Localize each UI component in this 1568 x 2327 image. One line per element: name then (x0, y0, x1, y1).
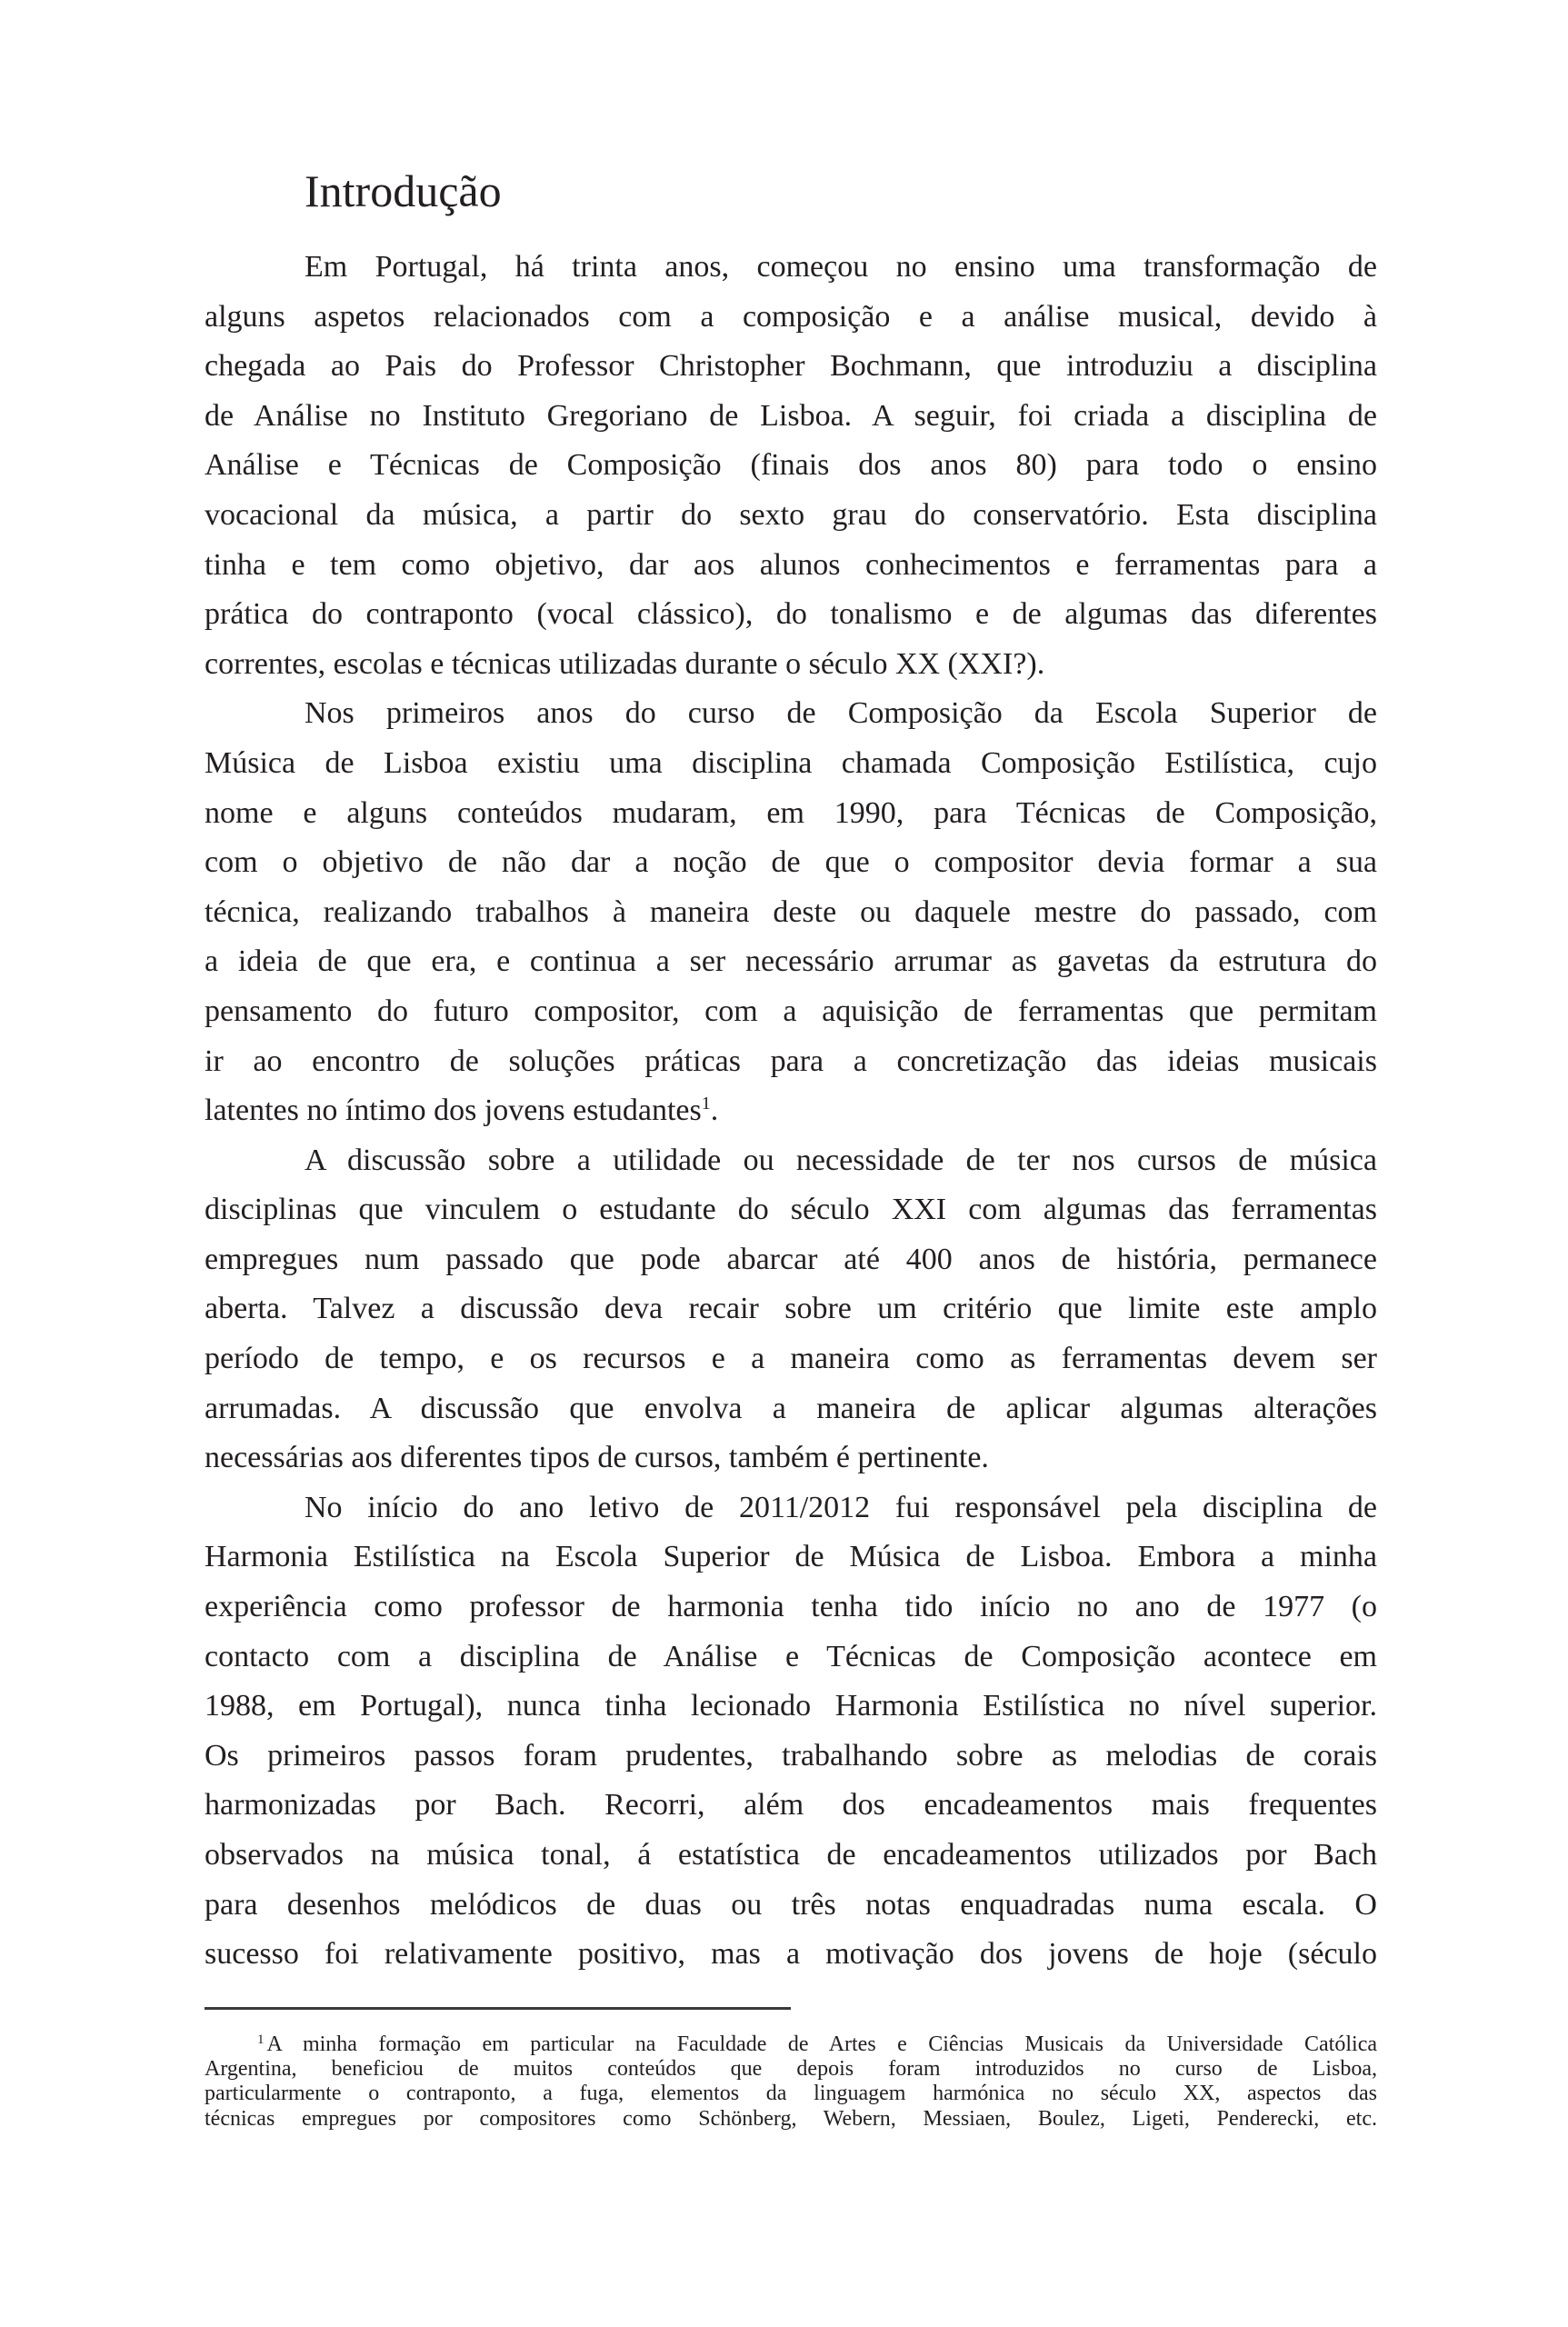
text-line: arrumadas. A discussão que envolva a maneira de aplicar algumas alterações (205, 1391, 1377, 1425)
text-line: correntes, escolas e técnicas utilizadas durante o século XX (XXI?). (205, 646, 1045, 681)
text-line: necessárias aos diferentes tipos de cursos, também é pertinente. (205, 1441, 989, 1475)
text-line: de Análise no Instituto Gregoriano de Lisboa. A seguir, foi criada a disciplina de (205, 398, 1377, 433)
text-line: para desenhos melódicos de duas ou três notas enquadradas numa escala. O (205, 1887, 1377, 1922)
footnote-separator (205, 2007, 791, 2010)
text-line: No início do ano letivo de 2011/2012 fui responsável pela disciplina de (305, 1490, 1377, 1524)
text-line: pensamento do futuro compositor, com a aquisição de ferramentas que permitam (205, 994, 1377, 1028)
footnote-1 (205, 2032, 1377, 2132)
text-line: disciplinas que vinculem o estudante do século XXI com algumas das ferramentas (205, 1193, 1377, 1227)
text-line: período de tempo, e os recursos e a maneira como as ferramentas devem ser (205, 1342, 1377, 1376)
text-line: alguns aspetos relacionados com a composição e a análise musical, devido à (205, 299, 1377, 334)
text-line-punctuation: . (710, 1094, 719, 1128)
text-line: Análise e Técnicas de Composição (finais dos anos 80) para todo o ensino (205, 448, 1377, 483)
text-line: tinha e tem como objetivo, dar aos alunos conhecimentos e ferramentas para a (205, 547, 1377, 582)
text-line: com o objetivo de não dar a noção de que o compositor devia formar a sua (205, 845, 1377, 880)
paragraph-3 (205, 1136, 1377, 1483)
text-line: prática do contraponto (vocal clássico), do tonalismo e de algumas das diferentes (205, 597, 1377, 632)
text-line: Harmonia Estilística na Escola Superior de Música de Lisboa. Embora a minha (205, 1540, 1377, 1574)
footnote-reference[interactable]: 1 (701, 1094, 711, 1114)
text-line: empregues num passado que pode abarcar até 400 anos de história, permanece (205, 1242, 1377, 1276)
paragraph-1 (205, 243, 1377, 689)
text-line: técnica, realizando trabalhos à maneira deste ou daquele mestre do passado, com (205, 894, 1377, 929)
text-line: vocacional da música, a partir do sexto grau do conservatório. Esta disciplina (205, 497, 1377, 532)
footnote-line (205, 2032, 1377, 2057)
text-line: harmonizadas por Bach. Recorri, além dos encadeamentos mais frequentes (205, 1788, 1377, 1823)
text-line: nome e alguns conteúdos mudaram, em 1990, para Técnicas de Composição, (205, 795, 1377, 830)
text-line: contacto com a disciplina de Análise e Técnicas de Composição acontece em (205, 1639, 1377, 1673)
text-line: Nos primeiros anos do curso de Composição da Escola Superior de (305, 696, 1377, 731)
text-line: sucesso foi relativamente positivo, mas a motivação dos jovens de hoje (século (205, 1937, 1377, 1972)
text-line: 1988, em Portugal), nunca tinha lecionado Harmonia Estilística no nível superior. (205, 1689, 1377, 1723)
text-line: A discussão sobre a utilidade ou necessidade de ter nos cursos de música (305, 1143, 1377, 1177)
text-line: Os primeiros passos foram prudentes, trabalhando sobre as melodias de corais (205, 1738, 1377, 1773)
text-line: a ideia de que era, e continua a ser necessário arrumar as gavetas da estrutura do (205, 944, 1377, 979)
text-line: ir ao encontro de soluções práticas para a concretização das ideias musicais (205, 1044, 1377, 1078)
text-line: experiência como professor de harmonia tenha tido início no ano de 1977 (o (205, 1590, 1377, 1624)
footnote-number: 1 (257, 2032, 265, 2047)
body-text (205, 243, 1377, 1980)
footnote-line: particularmente o contraponto, a fuga, elementos da linguagem harmónica no século XX, aspectos das (205, 2082, 1377, 2106)
text-line: Música de Lisboa existiu uma disciplina chamada Composição Estilística, cujo (205, 745, 1377, 780)
text-line: Em Portugal, há trinta anos, começou no ensino uma transformação de (305, 250, 1377, 284)
section-title: Introdução (305, 165, 502, 216)
text-line: chegada ao Pais do Professor Christopher Bochmann, que introduziu a disciplina (205, 349, 1377, 384)
text-line-content: latentes no íntimo dos jovens estudantes (205, 1094, 702, 1128)
paragraph-2 (205, 689, 1377, 1135)
text-line: aberta. Talvez a discussão deva recair sobre um critério que limite este amplo (205, 1292, 1377, 1326)
paragraph-4 (205, 1483, 1377, 1980)
text-line (205, 1086, 1377, 1136)
footnote-line: Argentina, beneficiou de muitos conteúdos que depois foram introduzidos no curso de Lisboa, (205, 2057, 1377, 2082)
text-line: observados na música tonal, á estatística de encadeamentos utilizados por Bach (205, 1838, 1377, 1872)
footnote-line: técnicas empregues por compositores como Schönberg, Webern, Messiaen, Boulez, Ligeti, Penderecki, etc. (205, 2106, 1377, 2131)
footnote-text: A minha formação em particular na Faculdade de Artes e Ciências Musicais da Universidade Católica (266, 2032, 1377, 2056)
